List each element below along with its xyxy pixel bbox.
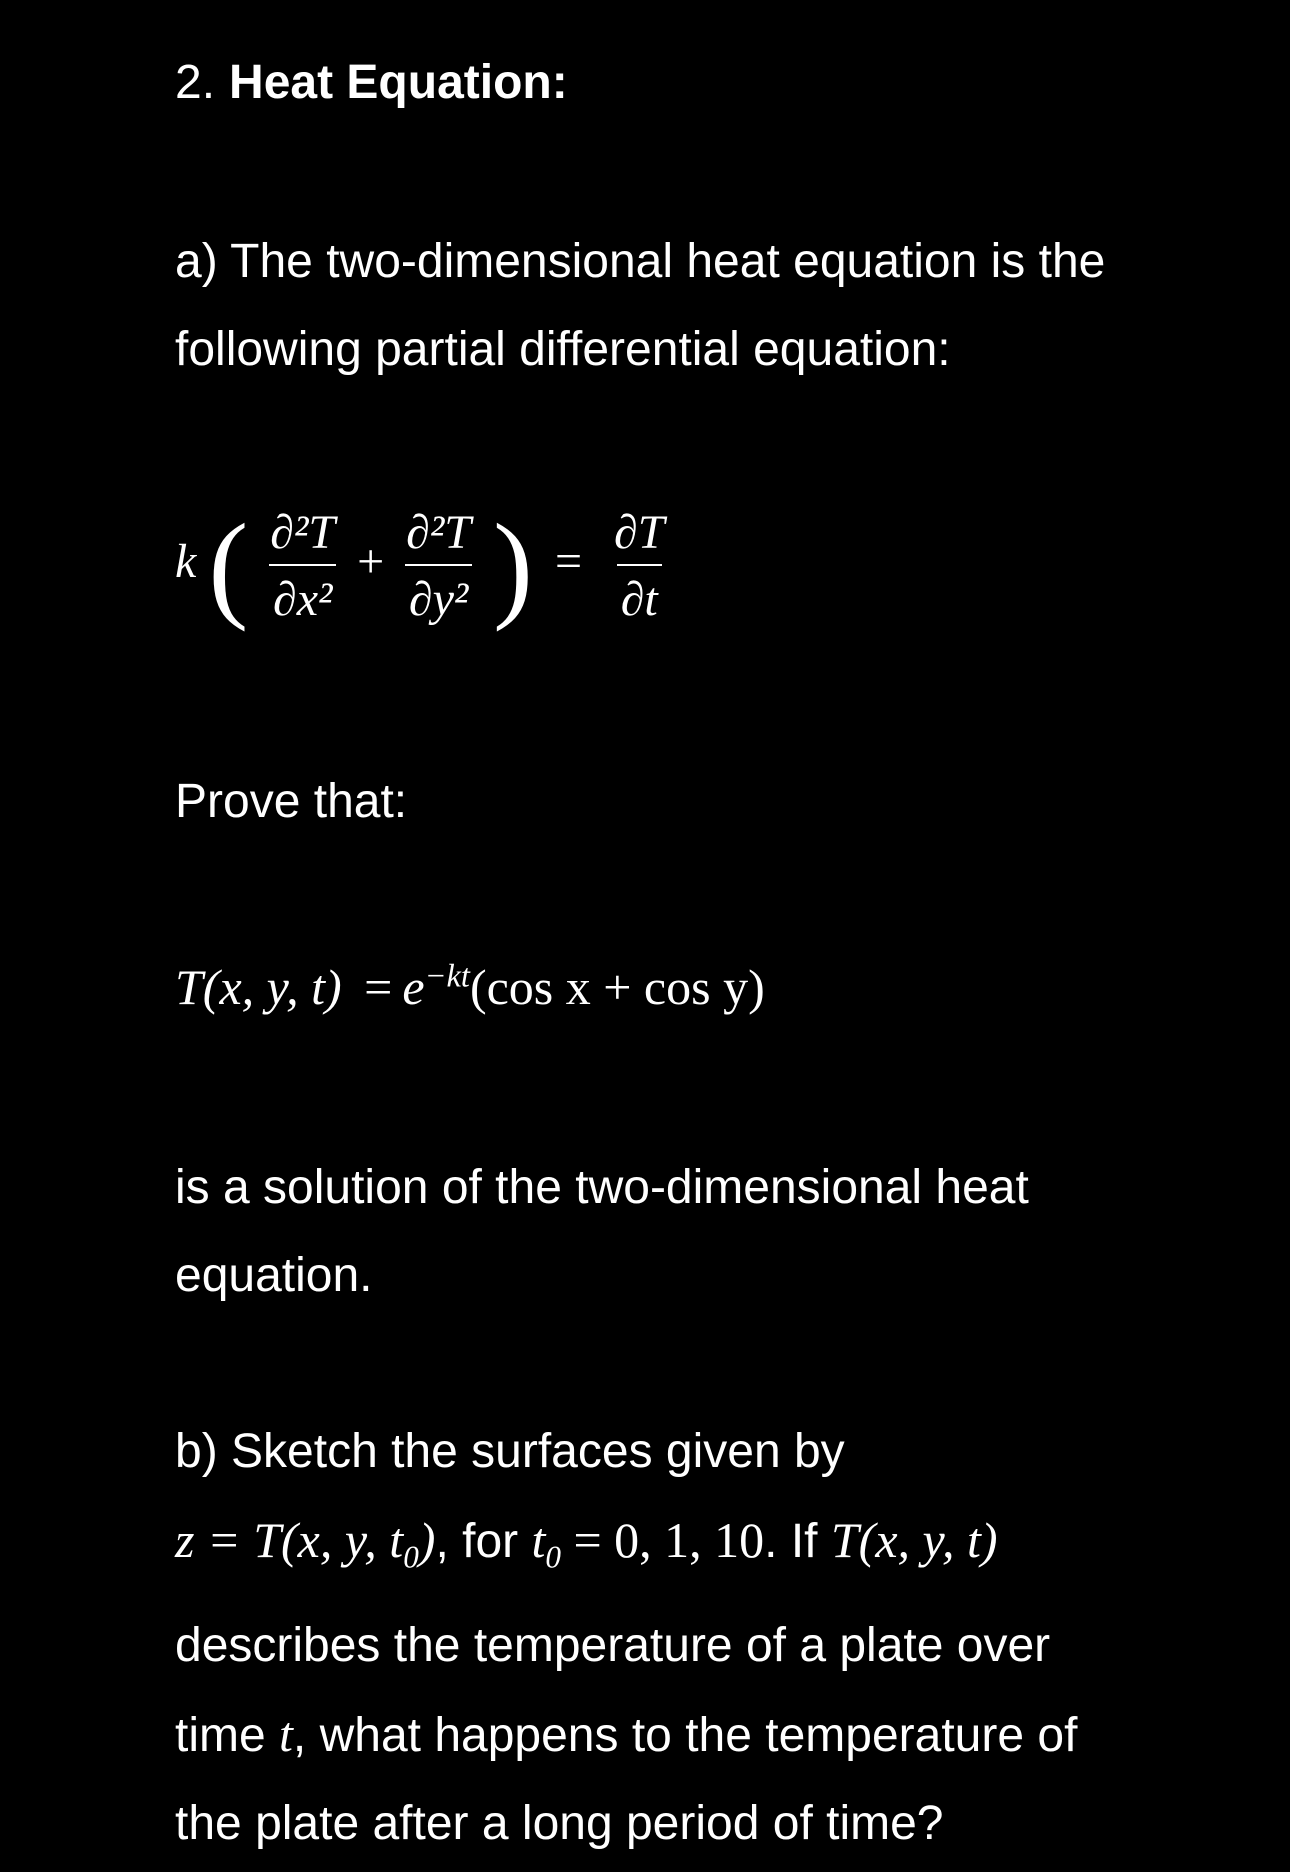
- part-b-line-4: [175, 1690, 1235, 1780]
- heat-equation: [175, 499, 674, 632]
- section-heading: [175, 55, 568, 110]
- eq1-frac-y-num: ∂²T: [406, 506, 471, 559]
- solution-text-line-1: is a solution of the two-dimensional heat: [175, 1161, 1029, 1214]
- part-a-intro-line-2: following partial differential equation:: [175, 323, 951, 376]
- part-b: [175, 1408, 1235, 1868]
- part-b-math-t0-sub: 0: [545, 1539, 561, 1575]
- prove-text: Prove that:: [175, 775, 408, 828]
- solution-text-line-2: equation.: [175, 1249, 373, 1302]
- part-b-line-3: describes the temperature of a plate over: [175, 1618, 1051, 1672]
- eq1-frac-x: [266, 505, 339, 627]
- solution-text: [175, 1144, 1235, 1320]
- eq1-frac-y: [402, 505, 475, 627]
- part-b-line-4-pre: time: [175, 1708, 280, 1762]
- eq1-rhs-frac: [610, 505, 668, 627]
- part-b-line-1: b) Sketch the surfaces given by: [175, 1425, 845, 1478]
- eq2-equals: =: [364, 959, 393, 1015]
- eq2-rhs: (cos x + cos y): [469, 959, 765, 1015]
- part-b-math-z: z = T(x, y, t: [175, 1512, 404, 1568]
- eq1-plus: +: [357, 535, 385, 589]
- part-b-line-2: [175, 1496, 1235, 1602]
- part-b-math-z-sub: 0: [403, 1539, 419, 1575]
- eq2-lhs: T(x, y, t): [175, 959, 342, 1015]
- solution-equation: [175, 958, 765, 1016]
- eq1-equals: =: [554, 535, 583, 589]
- eq1-frac-y-den: ∂y²: [405, 564, 472, 627]
- part-b-math-z-end: ): [418, 1512, 436, 1568]
- section-title: Heat Equation:: [229, 56, 568, 109]
- eq1-k: k: [175, 535, 197, 589]
- part-a-intro-line-1: a) The two-dimensional heat equation is the: [175, 235, 1106, 288]
- eq1-rhs-den: ∂t: [617, 564, 662, 627]
- eq2-base: e: [402, 959, 425, 1015]
- eq1-rhs-num: ∂T: [614, 506, 665, 559]
- eq1-left-paren: (: [208, 499, 249, 632]
- part-b-line-5: the plate after a long period of time?: [175, 1796, 944, 1850]
- part-b-line-4-post: , what happens to the temperature of: [292, 1708, 1078, 1762]
- section-number: 2.: [175, 56, 216, 109]
- eq2-exponent: −kt: [424, 958, 470, 995]
- eq1-frac-x-num: ∂²T: [270, 506, 336, 559]
- part-b-text-for: , for: [435, 1515, 532, 1568]
- eq1-frac-x-den: ∂x²: [269, 564, 336, 627]
- part-b-math-T: T(x, y, t): [830, 1512, 998, 1568]
- part-b-text-if: . If: [764, 1515, 831, 1568]
- part-a-intro: [175, 218, 1235, 394]
- eq1-right-paren: ): [492, 499, 533, 632]
- part-b-line-4-t: t: [279, 1705, 293, 1762]
- part-b-math-t0: t: [531, 1512, 546, 1568]
- part-b-math-t0-values: = 0, 1, 10: [560, 1512, 765, 1568]
